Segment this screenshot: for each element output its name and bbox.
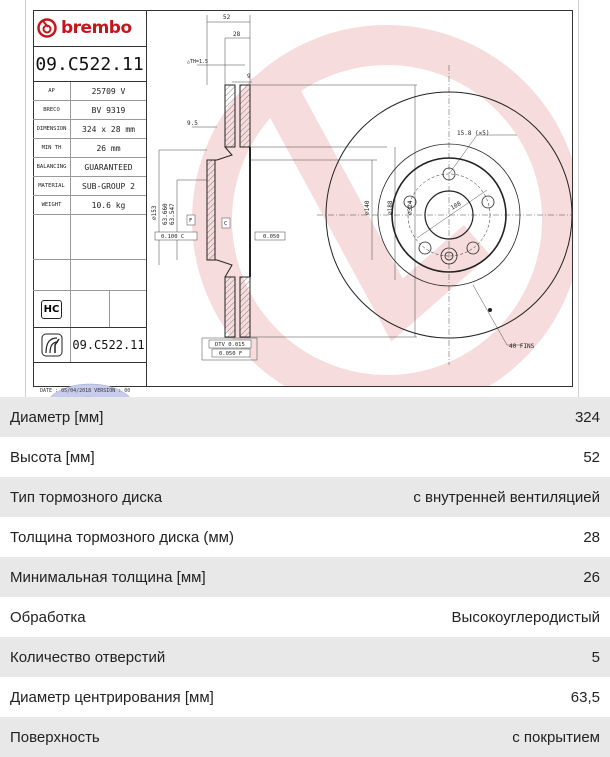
spec-key: AP [33, 82, 71, 100]
brand-logo [33, 10, 146, 47]
spec-key: WEIGHT [33, 196, 71, 214]
spec-row [33, 139, 146, 158]
spec-row [33, 82, 146, 101]
tol-dtv: DTV 0.015 [215, 342, 245, 348]
dim-thickness: 28 [233, 31, 241, 38]
specs-table [0, 397, 610, 757]
spec-value: 5 [591, 648, 600, 666]
spec-value: 10.6 kg [91, 200, 126, 210]
dim-bolt-holes: 15.8 (×5) [457, 130, 490, 137]
table-row [0, 437, 610, 477]
spec-value: SUB-GROUP 2 [82, 181, 135, 191]
spec-label: Диаметр центрирования [мм] [10, 688, 214, 706]
spec-value: 26 [583, 568, 600, 586]
part-number-small: 09.C522.11 [72, 338, 145, 352]
dim-d324: ∅324 [407, 200, 414, 215]
dim-d153: ∅153 [151, 205, 158, 220]
table-row [0, 397, 610, 437]
brembo-logo-icon [37, 18, 57, 38]
part-number: 09.C522.11 [33, 47, 146, 82]
spec-row [33, 101, 146, 120]
spec-key: DIMENSION [33, 120, 71, 138]
dim-d140: ∅140 [364, 200, 371, 215]
spec-row [33, 158, 146, 177]
spec-value: 26 mm [96, 143, 121, 153]
spec-value: 28 [583, 528, 600, 546]
spec-key: MIN TH [33, 139, 71, 157]
table-row [0, 597, 610, 637]
spec-label: Минимальная толщина [мм] [10, 568, 206, 586]
spec-label: Высота [мм] [10, 448, 95, 466]
tol-flat: 0.050 [263, 234, 280, 240]
dim-offset: 9.5 [187, 120, 198, 127]
dim-center-max: 63.660 [162, 203, 169, 225]
brand-name: brembo [61, 18, 132, 38]
spec-label: Диаметр [мм] [10, 408, 104, 426]
spec-value: 25709 V [91, 86, 126, 96]
spec-value: 324 x 28 mm [82, 124, 135, 134]
spec-key: BRECO [33, 101, 71, 119]
table-row [0, 717, 610, 757]
dim-d188: ∅188 [387, 200, 394, 215]
dim-fin-gap: 9 [247, 73, 251, 80]
spec-value: BV 9319 [91, 105, 126, 115]
spec-value: с покрытием [512, 728, 600, 746]
table-row [0, 637, 610, 677]
spec-row [33, 120, 146, 139]
title-block [33, 10, 147, 387]
spec-label: Количество отверстий [10, 648, 166, 666]
blank-row [33, 215, 146, 260]
spec-label: Поверхность [10, 728, 100, 746]
spec-value: 52 [583, 448, 600, 466]
datum-f: F [189, 218, 193, 224]
spec-value: Высокоуглеродистый [451, 608, 600, 626]
spec-row [33, 196, 146, 215]
hc-badge: HC [41, 300, 63, 319]
spec-label: Тип тормозного диска [10, 488, 163, 506]
tol-runout: 0.050 F [219, 351, 243, 357]
spec-label: Обработка [10, 608, 86, 626]
spec-key: MATERIAL [33, 177, 71, 195]
blank-row [33, 260, 146, 291]
dim-fins: 40 FINS [509, 343, 535, 350]
part-number-row [33, 328, 146, 363]
date-version: DATE : 05/04/2018 VERSION : 00 [40, 388, 131, 394]
coated-disc-icon [41, 333, 63, 357]
hc-row [33, 291, 146, 328]
table-row [0, 557, 610, 597]
spec-key: BALANCING [33, 158, 71, 176]
dim-delta-th: △TH=1.5 [187, 59, 209, 65]
table-row [0, 477, 610, 517]
spec-label: Толщина тормозного диска (мм) [10, 528, 234, 546]
datum-c: C [224, 221, 228, 227]
dim-overall-height: 52 [223, 14, 231, 21]
dim-pcd: 108 [449, 200, 463, 212]
table-row [0, 677, 610, 717]
spec-row [33, 177, 146, 196]
dim-center-min: 63.547 [169, 203, 176, 225]
spec-value: 324 [574, 408, 600, 426]
spec-value: 63,5 [570, 688, 600, 706]
spec-value: GUARANTEED [84, 162, 133, 172]
tol-parallel: 0.100 C [161, 234, 185, 240]
spec-value: с внутренней вентиляцией [413, 488, 600, 506]
table-row [0, 517, 610, 557]
